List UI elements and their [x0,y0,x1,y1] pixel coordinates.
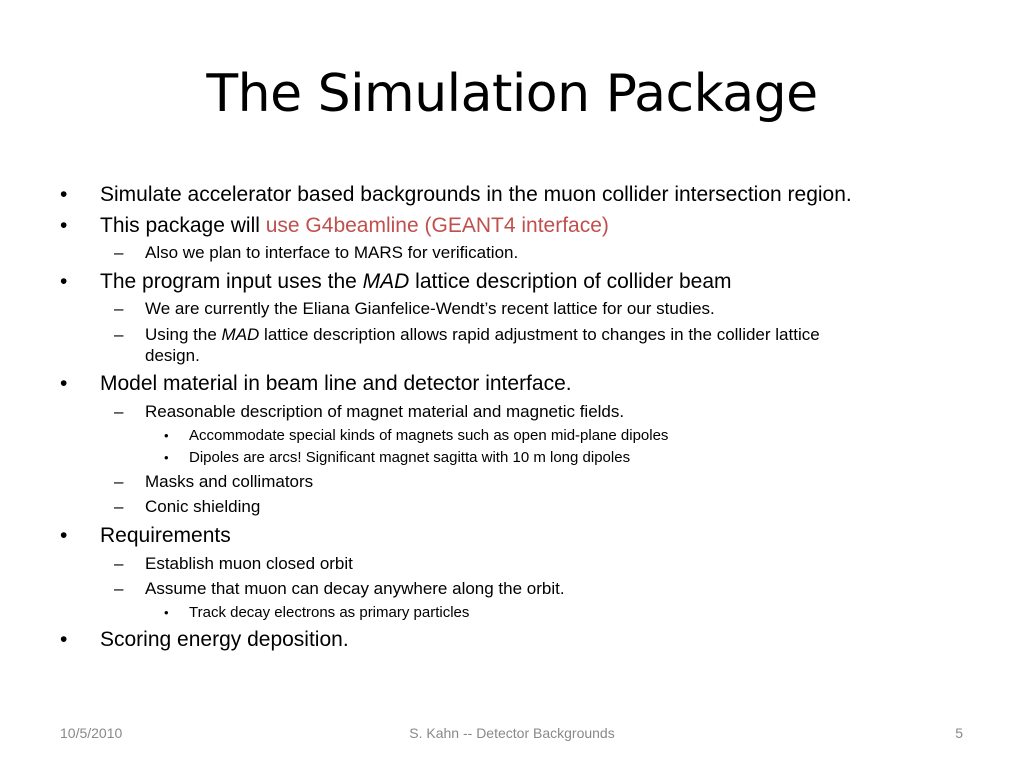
bullet-text: Track decay electrons as primary particles [189,604,470,621]
bullet-text: Conic shielding [145,497,261,516]
bullet-model-material [100,371,572,397]
sub-bullet-marker: – [114,299,124,318]
sub-bullet-closed-orbit [145,553,353,574]
bullet-text: Using the [145,325,222,344]
sub-bullet-marker: – [114,402,124,421]
bullet-text: Scoring energy deposition. [100,628,349,651]
bullet-marker: • [60,214,68,237]
bullet-text: Reasonable description of magnet material and magnetic fields. [145,402,625,421]
bullet-scoring [100,627,349,653]
footer-author: S. Kahn -- Detector Backgrounds [409,725,615,741]
sub-bullet-marker: – [114,497,124,516]
bullet-text: lattice description allows rapid adjustment to changes in the collider lattice [259,325,820,344]
bullet-marker: • [60,183,68,206]
bullet-text: lattice description of collider beam [409,270,732,293]
sub-bullet-conic-shielding [145,496,260,517]
sub-sub-bullet-marker: • [164,428,169,443]
sub-sub-bullet-marker: • [164,450,169,465]
bullet-simulate [100,182,852,208]
bullet-text: This package will [100,214,266,237]
sub-bullet-marker: – [114,554,124,573]
bullet-text: Also we plan to interface to MARS for verification. [145,243,519,262]
bullet-text: Establish muon closed orbit [145,554,353,573]
bullet-text: Dipoles are arcs! Significant magnet sagitta with 10 m long dipoles [189,449,631,466]
sub-bullet-masks [145,471,313,492]
bullet-text: Requirements [100,524,231,547]
bullet-requirements [100,523,231,549]
sub-bullet-marker: – [114,243,124,262]
sub-bullet-marker: – [114,472,124,491]
italic-text: MAD [221,325,260,344]
sub-bullet-lattice-studies [145,298,715,319]
sub-sub-bullet-special-magnets [189,426,668,445]
italic-text: MAD [362,270,410,293]
bullet-package [100,213,609,239]
bullet-text: Model material in beam line and detector interface. [100,372,572,395]
sub-bullet-continuation [145,345,200,366]
bullet-program-input [100,269,732,295]
bullet-marker: • [60,628,68,651]
bullet-text: design. [145,346,200,365]
sub-bullet-mars [145,242,518,263]
bullet-marker: • [60,524,68,547]
bullet-text: We are currently the Eliana Gianfelice-Wendt’s recent lattice for our studies. [145,299,715,318]
slide-title: The Simulation Package [206,64,818,124]
bullet-text: Accommodate special kinds of magnets such as open mid-plane dipoles [189,427,669,444]
sub-bullet-mad-adjustment [145,324,820,345]
bullet-text: The program input uses the [100,270,363,293]
footer-date: 10/5/2010 [60,725,123,741]
bullet-text: Simulate accelerator based backgrounds in the muon collider intersection region. [100,183,852,206]
sub-sub-bullet-dipoles [189,448,630,467]
sub-bullet-marker: – [114,325,124,344]
bullet-text: Masks and collimators [145,472,314,491]
bullet-marker: • [60,270,68,293]
sub-sub-bullet-marker: • [164,605,169,620]
sub-bullet-muon-decay [145,578,565,599]
highlight-text: use G4beamline (GEANT4 interface) [265,214,609,237]
bullet-text: Assume that muon can decay anywhere along the orbit. [145,579,565,598]
bullet-marker: • [60,372,68,395]
sub-bullet-magnet-description [145,401,624,422]
sub-bullet-marker: – [114,579,124,598]
footer-page-number: 5 [955,725,963,741]
sub-sub-bullet-decay-electrons [189,603,469,622]
